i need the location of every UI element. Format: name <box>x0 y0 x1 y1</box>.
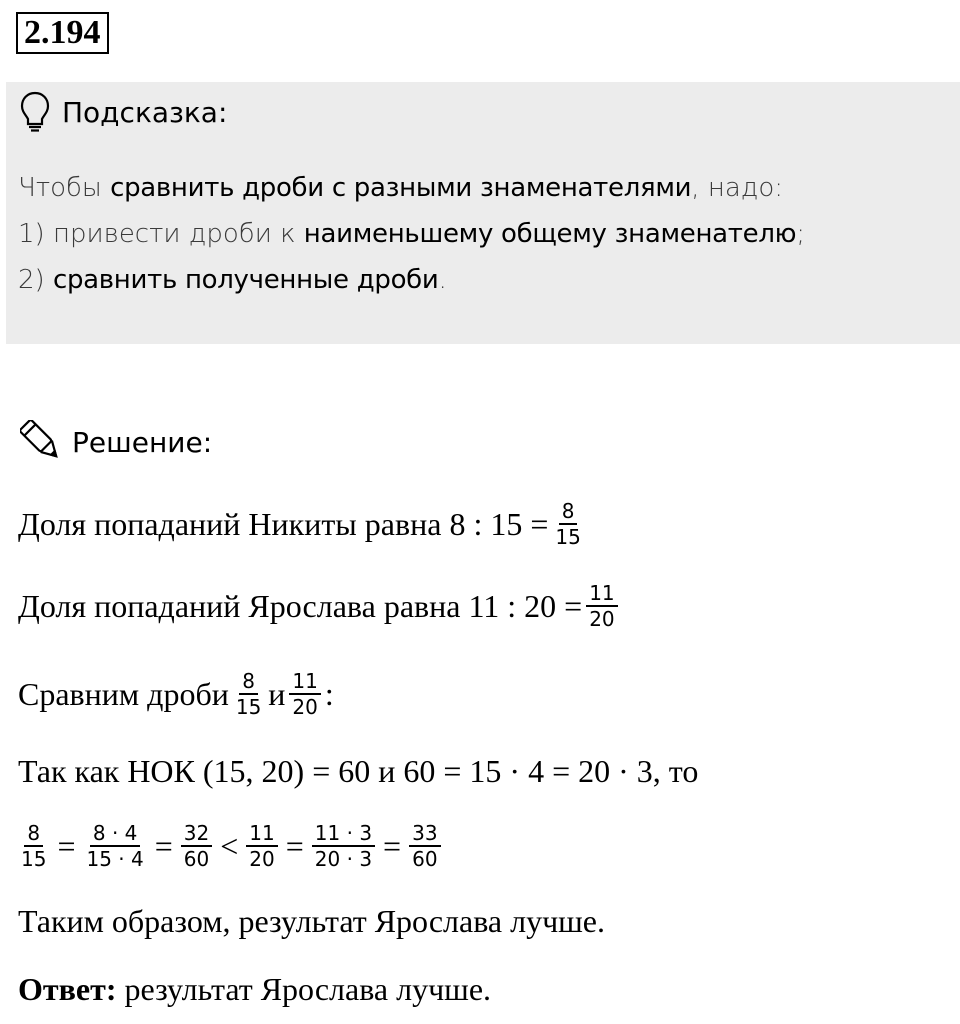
solution-heading: Решение: <box>72 425 213 459</box>
hint-line-2: 1) привести дроби к наименьшему общему знаменателю; <box>18 219 806 249</box>
hint-line-3: 2) сравнить полученные дроби. <box>18 265 447 295</box>
hint-heading: Подсказка: <box>62 95 228 129</box>
answer-label: Ответ: <box>18 970 117 1007</box>
lightbulb-icon <box>20 91 50 133</box>
fraction: $\frac{8}{15}$ <box>21 821 47 871</box>
solution-line-4: Так как НОК (15, 20) = 60 и 60 = 15 · 4 = 20 · 3, то <box>18 752 699 789</box>
fraction-chain: $\frac{8}{15}$ = $\frac{8 \cdot 4}{15 \cdot 4}$ = $\frac{32}{60}$ < $\frac{11}{20}$ = $\frac{11 \cdot 3}{20 \cdot 3}$ = $\frac{33}{60}$ <box>14 815 445 877</box>
hint-title <box>20 90 227 134</box>
fraction: $\frac{33}{60}$ <box>409 821 440 871</box>
answer-text: результат Ярослава лучше. <box>116 970 492 1007</box>
fraction: $\frac{8}{15}$ <box>235 669 262 719</box>
conclusion: Таким образом, результат Ярослава лучше. <box>18 902 605 939</box>
solution-line-3: Сравним дроби $\frac{8}{15}$ и $\frac{11}{20}$ : <box>18 669 334 719</box>
hint-line-1: Чтобы сравнить дроби с разными знаменателями, надо: <box>18 173 784 203</box>
solution-line-1: Доля попаданий Никиты равна 8 : 15 = $\frac{8}{15}$ <box>18 494 588 554</box>
fraction: $\frac{8 \cdot 4}{15 \cdot 4}$ <box>86 821 144 871</box>
solution-line-2: Доля попаданий Ярослава равна 11 : 20 = $\frac{11}{20}$ <box>18 576 622 636</box>
fraction: $\frac{11}{20}$ <box>586 581 617 631</box>
hint-text <box>18 165 805 303</box>
solution-title <box>20 418 212 466</box>
fraction: $\frac{8}{15}$ <box>555 499 581 549</box>
answer <box>18 968 491 1010</box>
pencil-icon <box>20 420 64 464</box>
fraction: $\frac{11}{20}$ <box>289 669 320 719</box>
fraction: $\frac{11}{20}$ <box>246 821 277 871</box>
task-number: 2.194 <box>16 12 109 54</box>
fraction: $\frac{32}{60}$ <box>181 821 212 871</box>
fraction: $\frac{11 \cdot 3}{20 \cdot 3}$ <box>312 821 375 871</box>
